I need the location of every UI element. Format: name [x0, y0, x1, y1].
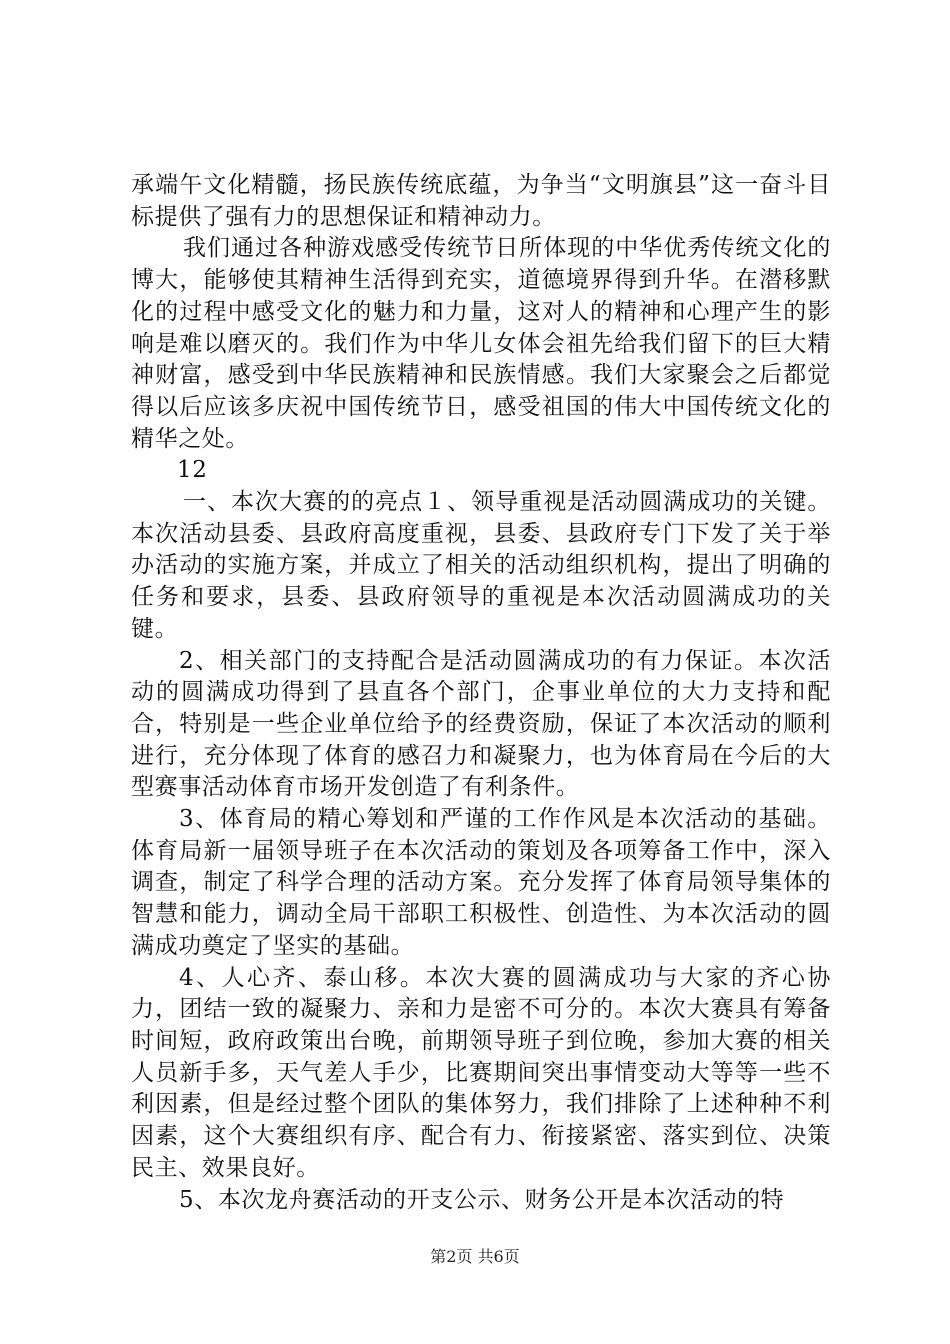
- paragraph-number: 12: [177, 457, 208, 484]
- document-body: [131, 170, 831, 1216]
- paragraph-continuation: 承端午文化精髓，扬民族传统底蕴，为争当“文明旗县”这一奋斗目标提供了强有力的思想保证和精神动力。: [131, 172, 831, 230]
- paragraph-highlight-3: 3、体育局的精心筹划和严谨的工作作风是本次活动的基础。体育局新一届领导班子在本次活动的策划及各项筹备工作中，深入调查，制定了科学合理的活动方案。充分发挥了体育局领导集体的智慧和能力，调动全局干部职工积极性、创造性、为本次活动的圆满成功奠定了坚实的基础。: [131, 806, 831, 959]
- paragraph-highlight-2: 2、相关部门的支持配合是活动圆满成功的有力保证。本次活动的圆满成功得到了县直各个部门，企事业单位的大力支持和配合，特别是一些企业单位给予的经费资励，保证了本次活动的顺利进行，充分体现了体育的感召力和凝聚力，也为体育局在今后的大型赛事活动体育市场开发创造了有利条件。: [131, 647, 831, 801]
- paragraph-highlight-4: 4、人心齐、泰山移。本次大赛的圆满成功与大家的齐心协力，团结一致的凝聚力、亲和力是密不可分的。本次大赛具有筹备时间短，政府政策出台晚，前期领导班子到位晚，参加大赛的相关人员新手多，天气差人手少，比赛期间突出事情变动大等等一些不利因素，但是经过整个团队的集体努力，我们排除了上述种种不利因素，这个大赛组织有序、配合有力、衔接紧密、落实到位、决策民主、效果良好。: [131, 964, 831, 1181]
- page-footer: 第2页 共6页: [430, 1247, 520, 1266]
- paragraph-traditional-culture: 我们通过各种游戏感受传统节日所体现的中华优秀传统文化的博大，能够使其精神生活得到充实，道德境界得到升华。在潜移默化的过程中感受文化的魅力和力量，这对人的精神和心理产生的影响是难以磨灭的。我们作为中华儿女体会祖先给我们留下的巨大精神财富，感受到中华民族精神和民族情感。我们大家聚会之后都觉得以后应该多庆祝中国传统节日，感受祖国的伟大中国传统文化的精华之处。: [131, 235, 831, 452]
- paragraph-highlight-5: 5、本次龙舟赛活动的开支公示、财务公开是本次活动的特: [179, 1186, 785, 1213]
- paragraph-highlight-1: 一、本次大赛的的亮点１、领导重视是活动圆满成功的关键。本次活动县委、县政府高度重视，县委、县政府专门下发了关于举办活动的实施方案，并成立了相关的活动组织机构，提出了明确的任务和要求，县委、县政府领导的重视是本次活动圆满成功的关键。: [131, 489, 831, 642]
